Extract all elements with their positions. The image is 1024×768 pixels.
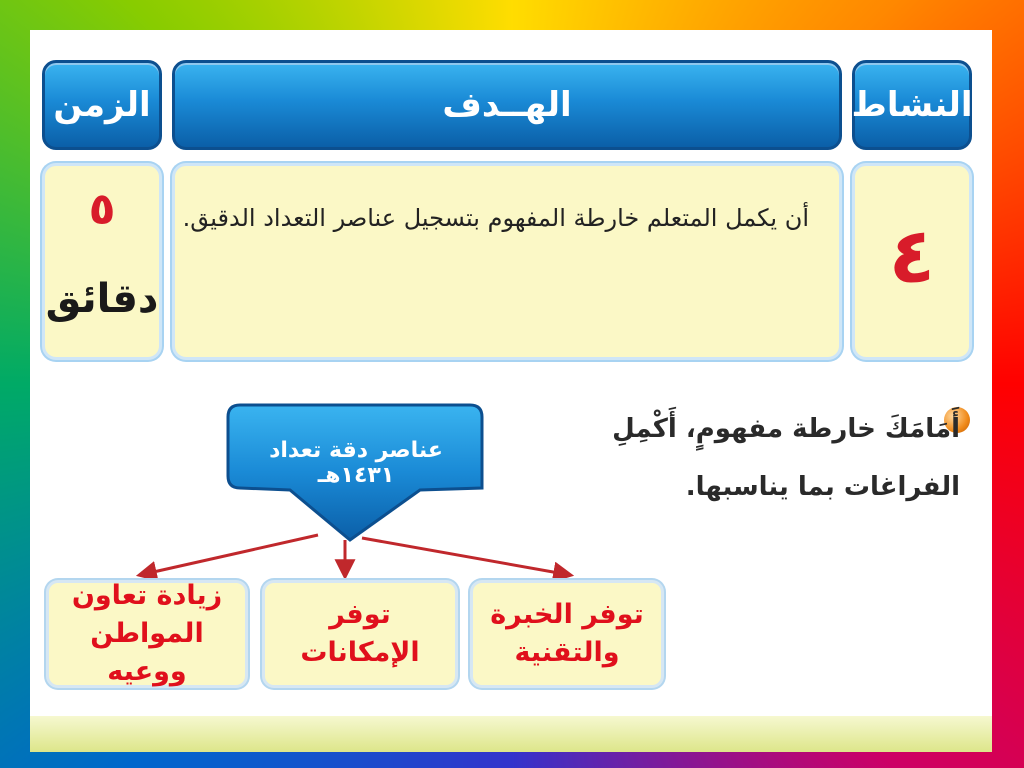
time-value: ٥ (88, 184, 116, 235)
goal-header-label: الهــدف (442, 85, 572, 125)
branch-box-cooperation (46, 580, 248, 688)
time-unit: دقائق (45, 276, 159, 322)
branch-text-cooperation: زيادة تعاون المواطن ووعيه (71, 580, 223, 687)
instruction-text: أَمَامَكَ خارطة مفهومٍ، أَكْمِلِ الفراغات بما يناسبها. (612, 414, 960, 502)
branch-text-resources: توفر الإمكانات (300, 599, 420, 668)
time-header-label: الزمن (53, 85, 151, 125)
branch-box-expertise (470, 580, 664, 688)
branch-box-resources (262, 580, 458, 688)
activity-header-label: النشاط (851, 85, 973, 125)
arrow-left (140, 535, 318, 575)
arrow-right (362, 538, 570, 575)
concept-map-center-text: عناصر دقة تعداد ١٤٣١هـ (269, 438, 443, 488)
branch-text-expertise: توفر الخبرة والتقنية (490, 599, 644, 668)
goal-text: أن يكمل المتعلم خارطة المفهوم بتسجيل عناصر التعداد الدقيق. (182, 204, 809, 232)
activity-number: ٤ (888, 211, 936, 300)
